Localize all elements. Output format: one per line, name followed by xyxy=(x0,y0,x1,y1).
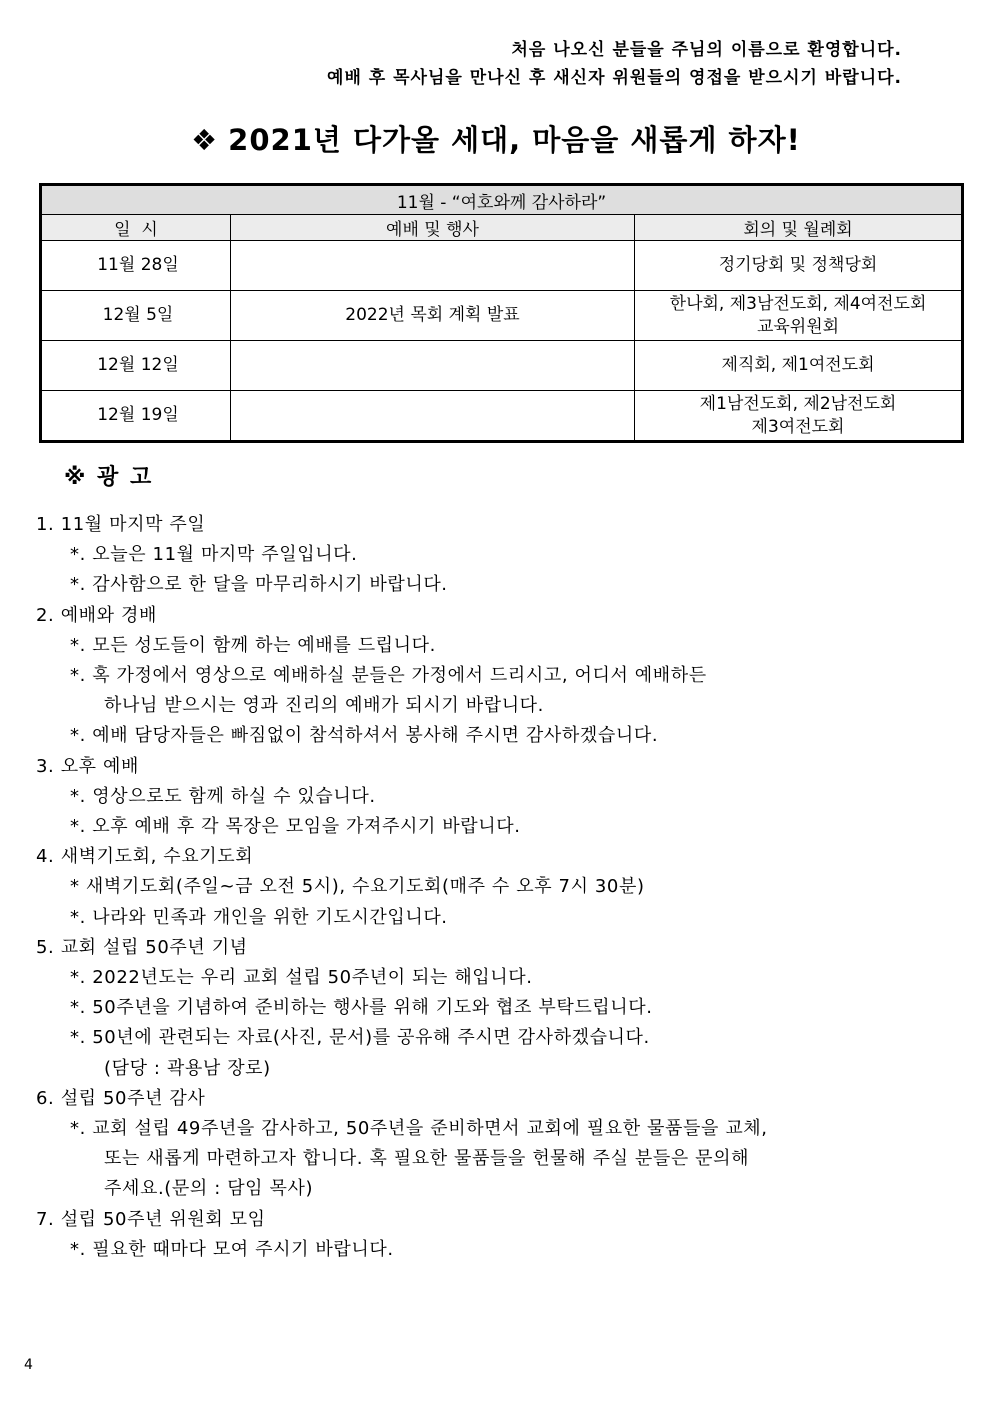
schedule-meeting-cell xyxy=(635,391,963,442)
table-row xyxy=(41,291,963,341)
announcement-line: *. 오늘은 11월 마지막 주일입니다. xyxy=(70,544,358,566)
schedule-event-cell xyxy=(231,391,635,442)
meeting-line: 한나회, 제3남전도회, 제4여전도회 xyxy=(669,293,927,314)
meeting-line: 제1남전도회, 제2남전도회 xyxy=(699,393,897,414)
announcements-heading: ※ 광 고 xyxy=(64,465,154,490)
announcement-line: 또는 새롭게 마련하고자 합니다. 혹 필요한 물품들을 헌물해 주실 분들은 문의해 xyxy=(104,1148,750,1170)
announcement-line: 주세요.(문의 : 담임 목사) xyxy=(104,1178,314,1200)
announcement-line: *. 50년에 관련되는 자료(사진, 문서)를 공유해 주시면 감사하겠습니다. xyxy=(70,1027,650,1049)
schedule-meeting-cell xyxy=(635,291,963,341)
diamond-icon: ❖ xyxy=(191,123,219,157)
page-title-text: 2021년 다가올 세대, 마음을 새롭게 하자! xyxy=(228,123,801,157)
announcement-title: 1. 11월 마지막 주일 xyxy=(36,514,206,535)
schedule-column-headers xyxy=(41,215,963,241)
schedule-event-cell xyxy=(231,241,635,291)
announcement-line: 하나님 받으시는 영과 진리의 예배가 되시기 바랍니다. xyxy=(104,695,544,717)
schedule-table xyxy=(39,183,964,443)
announcement-title: 6. 설립 50주년 감사 xyxy=(36,1087,206,1109)
schedule-month-header: 11월 - “여호와께 감사하라” xyxy=(41,185,963,215)
column-header-event: 예배 및 행사 xyxy=(231,215,635,241)
announcement-line: *. 오후 예배 후 각 목장은 모임을 가져주시기 바랍니다. xyxy=(70,816,521,838)
welcome-greeting xyxy=(327,36,902,92)
announcement-line: *. 예배 담당자들은 빠짐없이 참석하셔서 봉사해 주시면 감사하겠습니다. xyxy=(70,725,659,747)
announcement-line: (담당 : 곽용남 장로) xyxy=(104,1057,271,1079)
announcement-line: *. 2022년도는 우리 교회 설립 50주년이 되는 해입니다. xyxy=(70,967,533,989)
announcement-title: 7. 설립 50주년 위원회 모임 xyxy=(36,1208,266,1230)
schedule-month-header-row xyxy=(41,185,963,215)
schedule-date-cell: 12월 19일 xyxy=(41,391,231,442)
page-number: 4 xyxy=(24,1357,33,1373)
schedule-meeting-cell xyxy=(635,341,963,391)
table-row xyxy=(41,241,963,291)
announcement-line: *. 필요한 때마다 모여 주시기 바랍니다. xyxy=(70,1238,394,1260)
schedule-date-cell: 11월 28일 xyxy=(41,241,231,291)
meeting-line: 제3여전도회 xyxy=(751,416,845,437)
announcement-title: 3. 오후 예배 xyxy=(36,755,139,777)
schedule-date-cell: 12월 12일 xyxy=(41,341,231,391)
column-header-date: 일 시 xyxy=(41,215,231,241)
table-row xyxy=(41,391,963,442)
announcement-line: *. 나라와 민족과 개인을 위한 기도시간입니다. xyxy=(70,906,448,928)
announcement-line: *. 혹 가정에서 영상으로 예배하실 분들은 가정에서 드리시고, 어디서 예배하든 xyxy=(70,665,707,687)
table-row xyxy=(41,341,963,391)
greeting-line-1: 처음 나오신 분들을 주님의 이름으로 환영합니다. xyxy=(511,40,902,60)
announcement-line: * 새벽기도회(주일~금 오전 5시), 수요기도회(매주 수 오후 7시 30분) xyxy=(70,876,645,898)
schedule-date-cell: 12월 5일 xyxy=(41,291,231,341)
column-header-meeting: 회의 및 월례회 xyxy=(635,215,963,241)
schedule-event-cell xyxy=(231,341,635,391)
meeting-line: 정기당회 및 정책당회 xyxy=(718,255,878,275)
announcements-list xyxy=(36,510,956,1265)
announcement-line: *. 감사함으로 한 달을 마무리하시기 바랍니다. xyxy=(70,574,448,596)
schedule-event-cell: 2022년 목회 계획 발표 xyxy=(231,291,635,341)
announcement-title: 5. 교회 설립 50주년 기념 xyxy=(36,936,248,958)
greeting-line-2: 예배 후 목사님을 만나신 후 새신자 위원들의 영접을 받으시기 바랍니다. xyxy=(327,68,902,88)
announcement-line: *. 영상으로도 함께 하실 수 있습니다. xyxy=(70,785,376,807)
announcement-line: *. 교회 설립 49주년을 감사하고, 50주년을 준비하면서 교회에 필요한 물품들을 교체, xyxy=(70,1118,768,1140)
page-title xyxy=(0,118,992,159)
announcement-title: 2. 예배와 경배 xyxy=(36,604,157,626)
schedule-meeting-cell xyxy=(635,241,963,291)
meeting-line: 교육위원회 xyxy=(756,316,840,337)
meeting-line: 제직회, 제1여전도회 xyxy=(721,355,875,375)
announcement-title: 4. 새벽기도회, 수요기도회 xyxy=(36,846,254,868)
announcement-line: *. 50주년을 기념하여 준비하는 행사를 위해 기도와 협조 부탁드립니다. xyxy=(70,997,653,1019)
announcement-line: *. 모든 성도들이 함께 하는 예배를 드립니다. xyxy=(70,634,436,656)
